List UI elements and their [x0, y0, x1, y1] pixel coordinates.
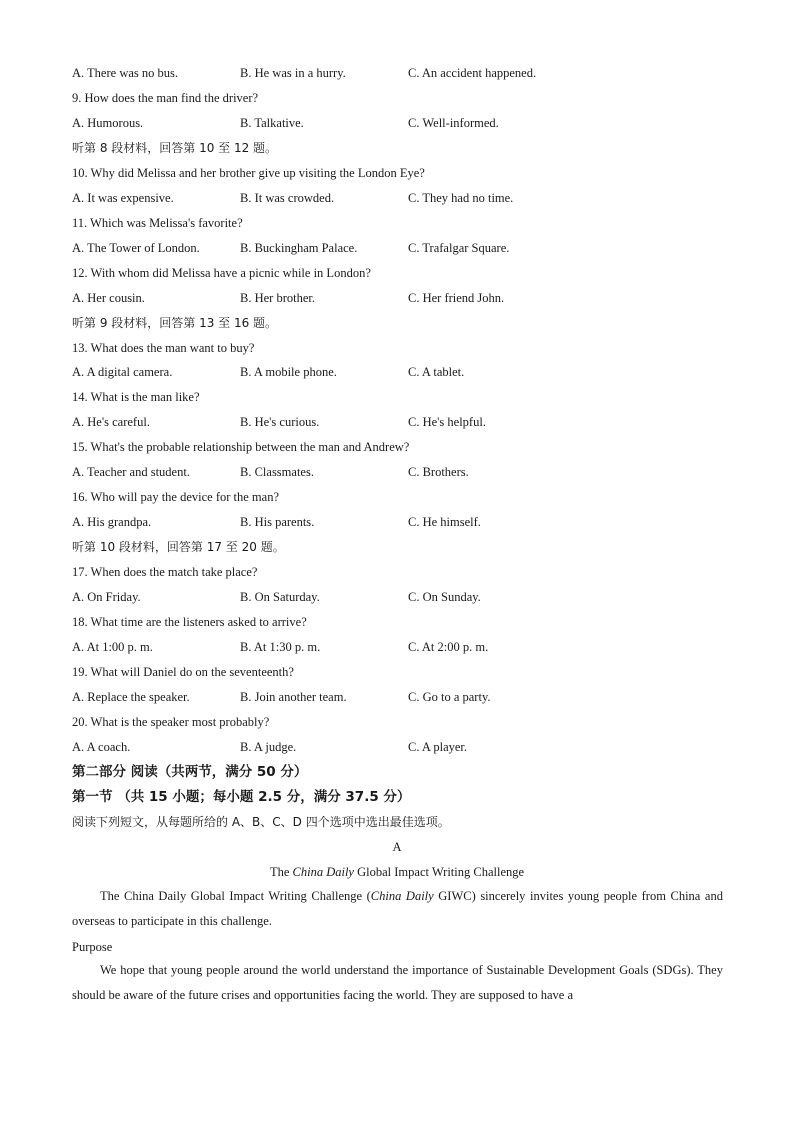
q13-option-b: B. A mobile phone.: [240, 365, 337, 379]
q9-option-c: C. Well-informed.: [408, 116, 499, 130]
q19-option-c: C. Go to a party.: [408, 690, 491, 704]
passage-letter: A: [392, 840, 402, 854]
q15-question: 15. What's the probable relationship between the man and Andrew?: [72, 440, 410, 454]
q16-option-c: C. He himself.: [408, 515, 481, 529]
q8-option-a: A. There was no bus.: [72, 66, 178, 80]
q15-option-c: C. Brothers.: [408, 465, 469, 479]
q18-option-c: C. At 2:00 p. m.: [408, 640, 489, 654]
q19-option-b: B. Join another team.: [240, 690, 347, 704]
q9-option-a: A. Humorous.: [72, 116, 144, 130]
intro-paragraph: [72, 884, 723, 934]
q11-option-c: C. Trafalgar Square.: [408, 241, 510, 255]
part-2-heading: 第二部分 阅读（共两节，满分 50 分）: [72, 764, 308, 780]
q18-question: 18. What time are the listeners asked to arrive?: [72, 615, 307, 629]
q8-option-c: C. An accident happened.: [408, 66, 537, 80]
q8-option-b: B. He was in a hurry.: [240, 66, 346, 80]
section-1-heading: 第一节 （共 15 小题；每小题 2.5 分，满分 37.5 分）: [72, 789, 411, 805]
q12-option-a: A. Her cousin.: [72, 291, 145, 305]
q12-option-c: C. Her friend John.: [408, 291, 505, 305]
purpose-paragraph: We hope that young people around the world understand the importance of Sustainable Development Goals (SDGs). They should be aware of the future crises and opportunities facing the world. They are supposed to have a: [72, 963, 723, 1002]
passage-title-pre: The: [269, 865, 293, 879]
q17-question: 17. When does the match take place?: [72, 565, 258, 579]
reading-instruction: 阅读下列短文，从每题所给的 A、B、C、D 四个选项中选出最佳选项。: [72, 815, 450, 829]
q17-option-a: A. On Friday.: [72, 590, 141, 604]
q12-question: 12. With whom did Melissa have a picnic while in London?: [72, 266, 371, 280]
q16-option-a: A. His grandpa.: [72, 515, 152, 529]
section-9-instruction: 听第 9 段材料，回答第 13 至 16 题。: [72, 316, 278, 330]
q14-question: 14. What is the man like?: [72, 390, 200, 404]
q12-option-b: B. Her brother.: [240, 291, 315, 305]
q10-question: 10. Why did Melissa and her brother give up visiting the London Eye?: [72, 166, 425, 180]
q17-option-c: C. On Sunday.: [408, 590, 481, 604]
q20-question: 20. What is the speaker most probably?: [72, 715, 270, 729]
passage-title-post: Global Impact Writing Challenge: [353, 865, 525, 879]
q15-option-b: B. Classmates.: [240, 465, 314, 479]
passage-title: [0, 862, 794, 882]
q10-option-b: B. It was crowded.: [240, 191, 335, 205]
intro-post: GIWC) sincerely invites young people from China and overseas to participate in this challenge.: [72, 889, 723, 928]
passage-title-italic: China Daily: [292, 865, 354, 879]
q11-option-b: B. Buckingham Palace.: [240, 241, 358, 255]
q10-option-a: A. It was expensive.: [72, 191, 174, 205]
q19-option-a: A. Replace the speaker.: [72, 690, 190, 704]
q10-option-c: C. They had no time.: [408, 191, 514, 205]
q20-option-a: A. A coach.: [72, 740, 131, 754]
q13-option-c: C. A tablet.: [408, 365, 465, 379]
q19-question: 19. What will Daniel do on the seventeenth?: [72, 665, 294, 679]
intro-italic: China Daily: [370, 889, 434, 903]
q9-option-b: B. Talkative.: [240, 116, 304, 130]
q14-option-b: B. He's curious.: [240, 415, 320, 429]
q20-option-b: B. A judge.: [240, 740, 297, 754]
q15-option-a: A. Teacher and student.: [72, 465, 190, 479]
q17-option-b: B. On Saturday.: [240, 590, 320, 604]
q13-option-a: A. A digital camera.: [72, 365, 173, 379]
q18-option-b: B. At 1:30 p. m.: [240, 640, 321, 654]
purpose-heading: Purpose: [72, 940, 113, 954]
q16-question: 16. Who will pay the device for the man?: [72, 490, 279, 504]
intro-pre: The China Daily Global Impact Writing Challenge (: [100, 889, 371, 903]
section-8-instruction: 听第 8 段材料，回答第 10 至 12 题。: [72, 141, 278, 155]
q14-option-c: C. He's helpful.: [408, 415, 486, 429]
q11-option-a: A. The Tower of London.: [72, 241, 200, 255]
q14-option-a: A. He's careful.: [72, 415, 150, 429]
q18-option-a: A. At 1:00 p. m.: [72, 640, 153, 654]
q13-question: 13. What does the man want to buy?: [72, 341, 255, 355]
q11-question: 11. Which was Melissa's favorite?: [72, 216, 243, 230]
q20-option-c: C. A player.: [408, 740, 468, 754]
section-10-instruction: 听第 10 段材料，回答第 17 至 20 题。: [72, 540, 285, 554]
q9-question: 9. How does the man find the driver?: [72, 91, 259, 105]
q16-option-b: B. His parents.: [240, 515, 315, 529]
